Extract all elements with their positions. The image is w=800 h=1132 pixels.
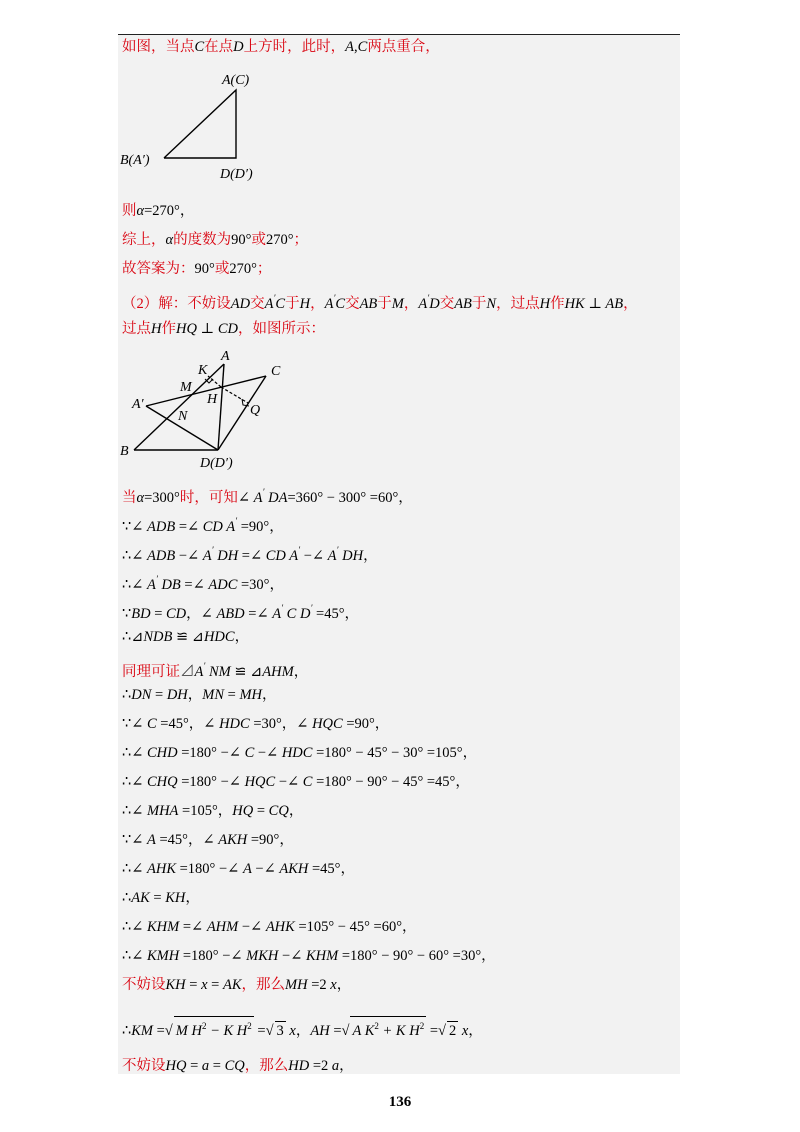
text: α xyxy=(136,203,145,219)
text: CD xyxy=(166,606,187,622)
triangle-figure-1 xyxy=(118,68,298,188)
text: ， xyxy=(185,890,200,906)
text: =180° − 90° − 45° =45°， xyxy=(312,774,470,790)
text: x xyxy=(458,1023,469,1039)
text: ，那么 xyxy=(244,1058,289,1074)
line-15 xyxy=(122,715,389,733)
sqrt-sign: √ xyxy=(438,1023,446,1039)
text: A xyxy=(327,548,337,564)
text: A xyxy=(147,577,156,593)
line-22 xyxy=(122,918,417,936)
text: ∴∠ xyxy=(122,861,147,877)
text: 则 xyxy=(122,203,137,219)
text: 270° xyxy=(265,232,294,248)
text: =180° −∠ xyxy=(177,774,245,790)
text: ， xyxy=(468,1023,483,1039)
text: KHM xyxy=(305,948,339,964)
text: M xyxy=(391,296,404,312)
text: x xyxy=(330,977,337,993)
text: = xyxy=(152,1023,165,1039)
text: CD A xyxy=(265,548,299,564)
text: 2 xyxy=(374,1021,379,1031)
text: a xyxy=(201,1058,210,1074)
text: ； xyxy=(293,232,308,248)
text: HDC xyxy=(219,716,250,732)
text: x xyxy=(285,1023,296,1039)
text: C xyxy=(302,774,313,790)
line-10 xyxy=(122,570,284,594)
text: ′ xyxy=(211,545,214,555)
text: =180° − 90° − 60° =30°， xyxy=(338,948,496,964)
text: ∴∠ xyxy=(122,774,147,790)
text: C xyxy=(244,745,255,761)
text: ′ xyxy=(281,603,284,613)
text: KH xyxy=(165,890,186,906)
text: ， xyxy=(310,296,325,312)
text: DB xyxy=(157,577,181,593)
text: −∠ xyxy=(175,548,203,564)
text: =180° − 45° − 30° =105°， xyxy=(312,745,478,761)
figure-1 xyxy=(118,68,298,193)
text: 当 xyxy=(122,490,137,506)
text: =45°，∠ xyxy=(155,832,219,848)
label-b-a: B(A′) xyxy=(120,153,150,168)
label-n: N xyxy=(178,409,188,424)
text: DH xyxy=(338,548,364,564)
text: = xyxy=(186,1058,202,1074)
text: D xyxy=(233,39,244,55)
text: C D xyxy=(283,606,311,622)
text: 90° xyxy=(231,232,252,248)
text: KHM xyxy=(147,919,180,935)
text: CD A xyxy=(202,519,236,535)
text: ∴∠ xyxy=(122,548,147,564)
text: AHM xyxy=(206,919,239,935)
text: =270°， xyxy=(144,203,195,219)
text: = xyxy=(209,1058,225,1074)
text: A xyxy=(418,296,428,312)
text: ADB xyxy=(147,548,176,564)
text: 不妨设 xyxy=(122,1058,166,1074)
text: =180° −∠ xyxy=(179,948,247,964)
radicand-mh-kh xyxy=(174,1016,254,1040)
label-b: B xyxy=(120,444,129,459)
line-26 xyxy=(122,1057,354,1075)
text: AB xyxy=(454,296,472,312)
text: =2 xyxy=(309,1058,332,1074)
text: HK ⊥ AB xyxy=(564,296,624,312)
text: C xyxy=(275,296,286,312)
text: AKH xyxy=(218,832,248,848)
line-2 xyxy=(122,202,194,220)
text: ′ xyxy=(310,603,313,613)
text: AHM xyxy=(262,664,294,680)
text: 时，可知 xyxy=(179,490,238,506)
text: 于 xyxy=(377,296,392,312)
line-12 xyxy=(122,628,249,646)
text: =90°， xyxy=(237,519,284,535)
text: H xyxy=(539,296,551,312)
text: =30°， xyxy=(237,577,284,593)
text: MH xyxy=(285,977,308,993)
line-23 xyxy=(122,947,496,965)
text: = xyxy=(224,687,240,703)
text: ′ xyxy=(273,293,276,303)
text: = xyxy=(149,890,166,906)
text: =∠ xyxy=(238,548,266,564)
text: ，如图所示： xyxy=(237,321,325,337)
segment-ad xyxy=(218,364,224,450)
text: HQC xyxy=(244,774,276,790)
text: ∵∠ xyxy=(122,832,147,848)
text: ， xyxy=(262,687,277,703)
text: 270° xyxy=(229,261,257,277)
radicand-ak-kh xyxy=(350,1016,426,1040)
text: = xyxy=(253,803,269,819)
text: 如图，当点 xyxy=(122,39,195,55)
triangle-abd xyxy=(164,90,236,158)
text: =45°，∠ xyxy=(156,716,220,732)
line-25 xyxy=(122,1016,483,1040)
text: ⊿ xyxy=(180,664,195,680)
text: ∴∠ xyxy=(122,919,147,935)
text: ， xyxy=(288,803,304,819)
text: H xyxy=(151,321,162,337)
text: =∠ xyxy=(180,577,209,593)
line-9 xyxy=(122,541,378,565)
text: =90°， xyxy=(342,716,390,732)
line-17 xyxy=(122,773,470,791)
text: ′ xyxy=(427,293,430,303)
text: 交 xyxy=(439,296,455,312)
line-18 xyxy=(122,802,303,820)
text: M H xyxy=(175,1023,202,1039)
text: 不妨设 xyxy=(122,977,166,993)
text: ∴ xyxy=(122,687,132,703)
text: = xyxy=(185,977,202,993)
text: A K xyxy=(352,1023,375,1039)
radicand-3: 3 xyxy=(276,1023,284,1039)
label-a-c: A(C) xyxy=(222,73,250,88)
text: ′ xyxy=(203,661,206,671)
text: KM xyxy=(131,1023,153,1039)
label-h: H xyxy=(207,392,218,407)
text: HQ ⊥ CD xyxy=(175,321,238,337)
line-3 xyxy=(122,231,308,249)
text: α xyxy=(136,490,145,506)
line-16 xyxy=(122,744,477,762)
text: ∴⊿ xyxy=(122,629,144,645)
text: ∵∠ xyxy=(122,716,147,732)
text: A xyxy=(324,296,334,312)
text: −∠ xyxy=(275,774,303,790)
text: 于 xyxy=(471,296,487,312)
text: ≌ ⊿ xyxy=(230,664,263,680)
text: MKH xyxy=(246,948,279,964)
text: 交 xyxy=(250,296,265,312)
text: BD xyxy=(131,606,151,622)
line-20 xyxy=(122,860,355,878)
text: ∴∠ xyxy=(122,577,147,593)
text: ∴∠ xyxy=(122,745,147,761)
text: ′ xyxy=(333,293,336,303)
text: HDC xyxy=(281,745,313,761)
text: + K H xyxy=(378,1023,420,1039)
text: =90°， xyxy=(247,832,294,848)
text: DA xyxy=(264,490,288,506)
text: = xyxy=(151,687,167,703)
text: −∠ xyxy=(254,745,282,761)
text: 交 xyxy=(345,296,360,312)
text: =∠ xyxy=(179,919,207,935)
text: 或 xyxy=(214,261,230,277)
text: 于 xyxy=(285,296,300,312)
line-1 xyxy=(122,38,440,56)
text: ， xyxy=(336,977,352,993)
text: = xyxy=(426,1023,439,1039)
text: ABD xyxy=(216,606,245,622)
line-8 xyxy=(122,512,284,536)
text: a xyxy=(331,1058,340,1074)
text: AH xyxy=(310,1023,330,1039)
text: HQ xyxy=(232,803,254,819)
text: −∠ xyxy=(278,948,306,964)
text: =360° − 300° =60°， xyxy=(287,490,413,506)
text: = xyxy=(253,1023,266,1039)
text: CHD xyxy=(147,745,178,761)
text: =2 xyxy=(307,977,331,993)
line-4 xyxy=(122,260,271,278)
label-c: C xyxy=(271,364,281,379)
label-a: A xyxy=(221,349,230,364)
text: ∴∠ xyxy=(122,948,147,964)
text: （2）解：不妨设 xyxy=(122,296,231,312)
text: NDB xyxy=(143,629,173,645)
text: ′ xyxy=(155,574,158,584)
text: ≌ ⊿ xyxy=(172,629,204,645)
text: AB xyxy=(359,296,378,312)
text: CQ xyxy=(224,1058,245,1074)
text: ADC xyxy=(208,577,238,593)
text: C xyxy=(194,39,205,55)
text: MN xyxy=(202,687,225,703)
text: =105° − 45° =60°， xyxy=(294,919,417,935)
text: −∠ xyxy=(251,861,280,877)
text: =300° xyxy=(144,490,180,506)
label-a-prime: A′ xyxy=(132,397,144,412)
text: ∴∠ xyxy=(122,803,147,819)
text: , xyxy=(354,39,358,55)
text: ADB xyxy=(147,519,176,535)
sqrt-sign: √ xyxy=(341,1023,350,1039)
text: CHQ xyxy=(147,774,178,790)
label-k: K xyxy=(198,363,208,378)
text: ′ xyxy=(262,487,265,497)
text: 2 xyxy=(419,1021,425,1031)
text: HQC xyxy=(312,716,343,732)
text: KMH xyxy=(147,948,180,964)
line-24 xyxy=(122,976,351,994)
text: = xyxy=(150,606,167,622)
text: =180° −∠ xyxy=(177,745,245,761)
text: ∠ A xyxy=(237,490,263,506)
text: 2 xyxy=(247,1021,252,1031)
text: ； xyxy=(256,261,272,277)
text: HD xyxy=(288,1058,310,1074)
text: AD xyxy=(230,296,251,312)
text: H xyxy=(299,296,311,312)
text: =45°， xyxy=(308,861,355,877)
line-19 xyxy=(122,831,294,849)
text: ∴ xyxy=(122,890,132,906)
label-d-d-prime: D(D′) xyxy=(200,456,233,471)
geometry-figure-2 xyxy=(118,344,298,476)
line-5 xyxy=(122,289,638,313)
text: HDC xyxy=(203,629,235,645)
text: ∴ xyxy=(122,1023,132,1039)
text: 同理可证 xyxy=(122,664,180,680)
text: =180° −∠ xyxy=(176,861,243,877)
text: =30°，∠ xyxy=(249,716,313,732)
text: A xyxy=(242,861,252,877)
text: x xyxy=(201,977,208,993)
text: NM xyxy=(205,664,231,680)
text: HQ xyxy=(165,1058,187,1074)
text: 上方时，此时， xyxy=(243,39,346,55)
text: ，∠ xyxy=(186,606,217,622)
text: AK xyxy=(131,890,150,906)
text: ， xyxy=(293,664,309,680)
text: ， xyxy=(234,629,250,645)
line-7 xyxy=(122,483,413,507)
text: 故答案为： xyxy=(122,261,195,277)
text: DH xyxy=(213,548,239,564)
text: A xyxy=(202,548,212,564)
radicand-2: 2 xyxy=(448,1023,457,1039)
text: 的度数为 xyxy=(173,232,232,248)
text: α xyxy=(165,232,174,248)
text: −∠ xyxy=(238,919,266,935)
text: ， xyxy=(187,687,203,703)
text: ， xyxy=(295,1023,311,1039)
label-q: Q xyxy=(250,403,261,418)
text: KH xyxy=(165,977,186,993)
text: A xyxy=(264,296,274,312)
text: A xyxy=(272,606,282,622)
text: C xyxy=(147,716,157,732)
text: A xyxy=(345,39,355,55)
text: ′ xyxy=(235,516,238,526)
text: D xyxy=(429,296,440,312)
text: ，那么 xyxy=(241,977,285,993)
text: ∵ xyxy=(122,606,132,622)
text: 两点重合， xyxy=(367,39,440,55)
line-13 xyxy=(122,657,308,681)
text: 作 xyxy=(161,321,176,337)
text: 或 xyxy=(251,232,266,248)
segment-hq xyxy=(221,387,248,403)
text: 90° xyxy=(194,261,215,277)
text: =∠ xyxy=(175,519,203,535)
text: 过点 xyxy=(122,321,151,337)
text: = xyxy=(329,1023,342,1039)
text: 综上， xyxy=(122,232,166,248)
text: DN xyxy=(131,687,152,703)
text: ′ xyxy=(298,545,301,555)
label-m: M xyxy=(180,380,192,395)
text: ，过点 xyxy=(496,296,540,312)
text: 在点 xyxy=(204,39,234,55)
sqrt-sign: √ xyxy=(265,1023,274,1039)
text: C xyxy=(335,296,346,312)
text: CQ xyxy=(268,803,289,819)
text: ∵∠ xyxy=(122,519,147,535)
text: MH xyxy=(239,687,263,703)
text: C xyxy=(357,39,368,55)
top-rule xyxy=(118,34,680,35)
text: N xyxy=(486,296,497,312)
text: A xyxy=(147,832,156,848)
text: MHA xyxy=(147,803,179,819)
text: =45°， xyxy=(312,606,360,622)
text: AKH xyxy=(279,861,309,877)
text: ′ xyxy=(336,545,339,555)
text: 作 xyxy=(550,296,565,312)
text: = xyxy=(207,977,223,993)
line-14 xyxy=(122,686,277,704)
text: AHK xyxy=(147,861,176,877)
line-21 xyxy=(122,889,200,907)
line-6 xyxy=(122,320,325,338)
line-11 xyxy=(122,599,359,623)
text: A xyxy=(194,664,204,680)
text: =105°， xyxy=(178,803,233,819)
text: =∠ xyxy=(244,606,273,622)
text: − K H xyxy=(206,1023,248,1039)
text: 2 xyxy=(201,1021,207,1031)
figure-2 xyxy=(118,344,298,481)
sqrt-sign: √ xyxy=(164,1023,173,1039)
page-number: 136 xyxy=(388,1094,412,1110)
text: ， xyxy=(363,548,378,564)
text: DH xyxy=(166,687,188,703)
text: AK xyxy=(222,977,242,993)
text: ， xyxy=(339,1058,354,1074)
text: ， xyxy=(623,296,638,312)
text: −∠ xyxy=(300,548,328,564)
text: AHK xyxy=(265,919,295,935)
text: ， xyxy=(403,296,419,312)
label-d-d: D(D′) xyxy=(220,167,253,182)
